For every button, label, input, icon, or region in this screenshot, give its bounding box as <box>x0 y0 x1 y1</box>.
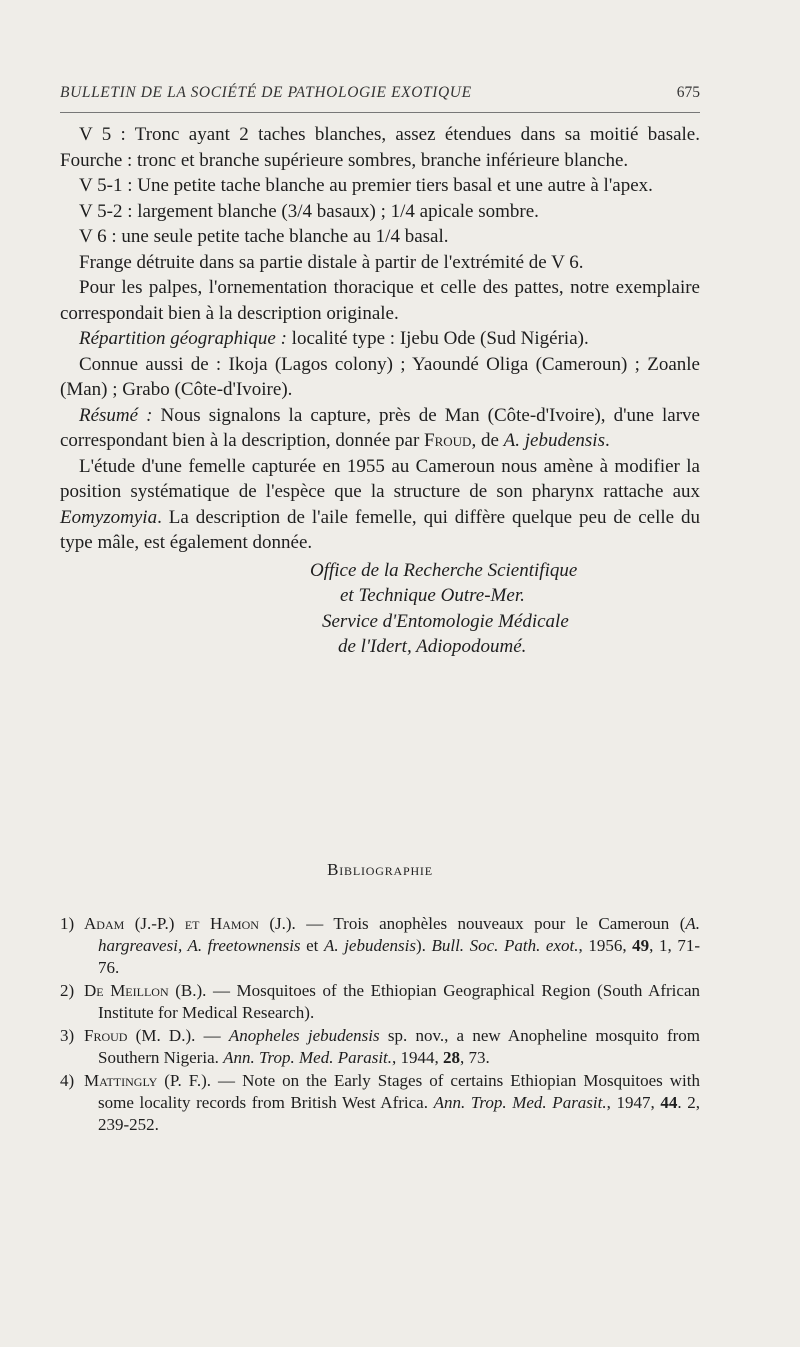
reference-volume: 28 <box>443 1048 461 1067</box>
paragraph-v5: V 5 : Tronc ayant 2 taches blanches, assez étendues dans sa moitié basale. Fourche : tronc et branche supérieure sombres, branche inférieure blanche. <box>60 124 700 171</box>
signature-line-1: Office de la Recherche Scientifique <box>310 559 578 581</box>
resume-species: A. jebudensis <box>503 430 605 451</box>
reference-fragment: , 1947, <box>606 1093 661 1112</box>
affiliation-signature <box>60 558 700 660</box>
reference-text <box>84 1070 700 1136</box>
bibliography-list <box>60 913 700 1137</box>
reference-journal: Bull. Soc. Path. exot. <box>431 936 579 955</box>
reference-species: A. jebudensis <box>323 936 416 955</box>
resume-label: Résumé : <box>79 404 153 426</box>
reference-volume: 49 <box>632 936 650 955</box>
paragraph-palpes: Pour les palpes, l'ornementation thoracique et celle des pattes, notre exemplaire correspondait bien à la description originale. <box>60 277 700 324</box>
reference-number: 1) <box>60 914 75 933</box>
paragraph-frange: Frange détruite dans sa partie distale à partir de l'extrémité de V 6. <box>79 251 584 273</box>
signature-line-2: et Technique Outre-Mer. <box>340 585 525 606</box>
reference-fragment: . 2, 239-252. <box>98 1093 700 1134</box>
reference-authors: Mattingly (P. F.). <box>84 1071 212 1090</box>
resume-author: Froud <box>424 430 472 451</box>
reference-item <box>60 980 700 1024</box>
signature-line-4: de l'Idert, Adiopodoumé. <box>338 636 527 657</box>
resume-text-b: , de <box>471 430 504 451</box>
reference-authors: Froud (M. D.). <box>84 1026 196 1045</box>
reference-fragment: ). <box>415 936 432 955</box>
reference-fragment: — Trois anophèles nouveaux pour le Cameroun ( <box>295 914 686 933</box>
reference-journal: Ann. Trop. Med. Parasit. <box>223 1048 393 1067</box>
reference-number: 3) <box>60 1026 75 1045</box>
repartition-text: localité type : Ijebu Ode (Sud Nigéria). <box>286 328 589 349</box>
reference-fragment: — Mosquitoes of the Ethiopian Geographical Region (South African Institute for Medical Research). <box>98 981 700 1022</box>
page-number: 675 <box>676 84 700 101</box>
signature-line-3: Service d'Entomologie Médicale <box>322 610 569 632</box>
reference-text <box>84 913 700 979</box>
article-body <box>60 122 700 660</box>
reference-journal: Ann. Trop. Med. Parasit. <box>433 1093 607 1112</box>
femelle-text-b: . La description de l'aile femelle, qui diffère quelque peu de celle du type mâle, est également donnée. <box>60 506 700 553</box>
reference-item <box>60 913 700 979</box>
reference-authors: Adam (J.-P.) et Hamon (J.). <box>84 914 296 933</box>
reference-fragment: , 1956, <box>578 936 633 955</box>
resume-text-c: . <box>604 430 610 451</box>
reference-fragment: , 1, 71-76. <box>98 936 700 977</box>
reference-volume: 44 <box>660 1093 678 1112</box>
paragraph-repartition <box>60 326 700 352</box>
reference-species: Anopheles jebudensis <box>228 1026 380 1045</box>
reference-item <box>60 1025 700 1069</box>
header-rule <box>60 112 700 113</box>
running-header <box>60 84 700 102</box>
paragraph-connue: Connue aussi de : Ikoja (Lagos colony) ; Yaoundé Oliga (Cameroun) ; Zoanle (Man) ; Grabo (Côte-d'Ivoire). <box>60 353 700 400</box>
paragraph-v6: V 6 : une seule petite tache blanche au 1/4 basal. <box>79 226 449 247</box>
reference-authors: De Meillon (B.). <box>84 981 207 1000</box>
reference-fragment: , 73. <box>460 1048 490 1067</box>
reference-fragment: et <box>300 936 324 955</box>
running-title: BULLETIN DE LA SOCIÉTÉ DE PATHOLOGIE EXOTIQUE <box>60 84 472 101</box>
reference-fragment: sp. nov., a new Anopheline mosquito from Southern Nigeria. <box>98 1026 701 1067</box>
reference-number: 2) <box>60 981 75 1000</box>
reference-number: 4) <box>60 1071 75 1090</box>
femelle-text-a: L'étude d'une femelle capturée en 1955 au Cameroun nous amène à modifier la position systématique de l'espèce que la structure de son pharynx rattache aux <box>60 455 700 502</box>
femelle-genus: Eomyzomyia <box>60 506 158 528</box>
paragraph-v5-1: V 5-1 : Une petite tache blanche au premier tiers basal et une autre à l'apex. <box>79 175 653 196</box>
reference-species: A. hargreavesi, A. freetownensis <box>98 914 700 955</box>
reference-fragment: — <box>195 1026 229 1045</box>
reference-text <box>84 980 700 1024</box>
paragraph-resume <box>60 403 700 454</box>
reference-text <box>84 1025 700 1069</box>
resume-text-a: Nous signalons la capture, près de Man (Côte-d'Ivoire), d'une larve correspondant bien à la description, donnée par <box>60 404 700 451</box>
repartition-label: Répartition géographique : <box>79 328 287 349</box>
reference-fragment: — Note on the Early Stages of certains Ethiopian Mosquitoes with some locality records from British West Africa. <box>98 1071 700 1112</box>
bibliography-title: Bibliographie <box>327 860 433 879</box>
reference-fragment: , 1944, <box>392 1048 444 1067</box>
paragraph-femelle <box>60 454 700 556</box>
paragraph-v5-2: V 5-2 : largement blanche (3/4 basaux) ; 1/4 apicale sombre. <box>79 200 539 222</box>
reference-item <box>60 1070 700 1136</box>
